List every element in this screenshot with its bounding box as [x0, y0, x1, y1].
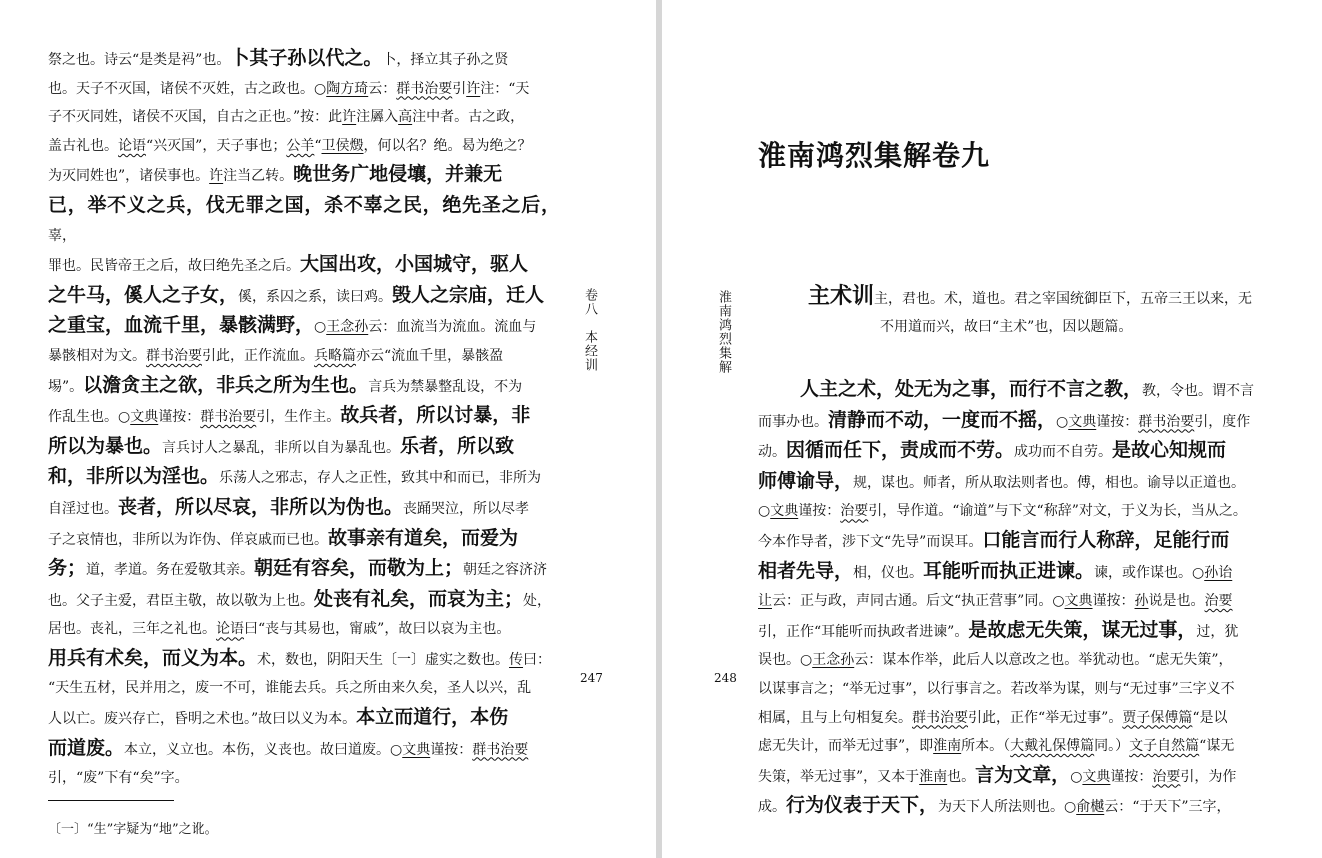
- commentary-text: 为灭同姓也”，诸侯事也。: [48, 168, 210, 185]
- commentary-text: 辜，: [48, 227, 76, 244]
- commentary-text: 说是也。: [1148, 593, 1205, 610]
- main-text: 而道废。: [48, 736, 125, 759]
- left-body-text: [48, 44, 560, 793]
- main-text: 师傅谕导，: [758, 469, 854, 492]
- text-line: [48, 311, 560, 342]
- commentary-text: 术，数也，阴阳天生〔一〕虚实之数也。: [257, 651, 510, 668]
- commentary-text: 失策，举无过事”，又本于: [758, 768, 920, 785]
- chapter-title: 淮南鸿烈集解卷九: [758, 139, 991, 172]
- commentary-text: 注当乙转。: [223, 168, 294, 185]
- right-body-text: [758, 375, 1270, 822]
- name-mark: 孙: [1134, 593, 1149, 610]
- name-mark: 让: [758, 593, 772, 610]
- main-text: 是故虑无失策，谋无过事，: [968, 618, 1197, 641]
- name-mark: 群书治要: [912, 709, 968, 726]
- text-line: [48, 342, 560, 371]
- commentary-text: 谨按：: [430, 741, 473, 758]
- name-mark: 文典: [770, 503, 799, 520]
- main-text: 之重宝，血流千里，暴骸满野，: [48, 314, 315, 337]
- name-mark: 文典: [402, 741, 431, 758]
- left-running-head: 卷八 本经训: [582, 288, 597, 372]
- text-line: [48, 554, 560, 585]
- main-text: 人主之术，处无为之事，而行不言之教，: [800, 378, 1143, 400]
- commentary-text: 引: [452, 80, 467, 97]
- right-running-head: 淮南鸿烈集解: [716, 290, 731, 374]
- name-mark: 治要: [840, 503, 869, 520]
- name-mark: 卫侯燬: [321, 137, 364, 154]
- text-line: [48, 734, 560, 765]
- name-mark: 许: [209, 168, 224, 185]
- commentary-text: ，何以名？绝。曷为绝之？: [363, 137, 532, 154]
- name-mark: 淮南: [933, 738, 962, 755]
- commentary-text: 也。: [947, 768, 976, 785]
- commentary-text: 注：“天: [480, 80, 530, 97]
- main-text: 朝廷有容矣，而敬为上；: [254, 557, 464, 580]
- text-line: [758, 375, 1270, 406]
- commentary-text: 引，“废”下有“矣”字。: [48, 770, 189, 787]
- main-text: 本立而道行，本伤: [356, 706, 509, 729]
- text-line: [758, 732, 1270, 761]
- commentary-text: 今本作导者，涉下文“先导”而误耳。: [758, 533, 983, 550]
- main-text: 是故心知规而: [1112, 439, 1227, 462]
- commentary-text: 谨按：: [798, 503, 841, 520]
- name-mark: 群书治要: [396, 80, 453, 97]
- commentary-text: “是以: [1192, 709, 1228, 726]
- main-text: 口能言而行人称辞，足能行而: [982, 528, 1230, 551]
- text-line: [48, 401, 560, 432]
- commentary-text: 以谋事言之；“举无过事”，以行事言之。若改举为谋，则与“无过事”三字义不: [758, 680, 1235, 697]
- text-line: [758, 587, 1270, 616]
- name-mark: 高: [398, 109, 413, 126]
- main-text: 以澹贪主之欲，非兵之所为生也。: [83, 373, 369, 396]
- main-text: 言为文章，: [975, 763, 1071, 786]
- commentary-text: 也。天子不灭国，诸侯不灭姓，古之政也。○: [48, 80, 327, 97]
- main-text: 务；: [48, 557, 87, 580]
- commentary-text: 成。: [758, 799, 786, 816]
- commentary-text: 为天下人所法则也。○: [938, 799, 1077, 816]
- name-mark: 俞樾: [1076, 799, 1105, 816]
- main-text: 相者先导，: [758, 559, 854, 582]
- text-line: [48, 585, 560, 616]
- section-note-2: 不用道而兴，故曰“主术”也，因以题篇。: [880, 319, 1133, 335]
- name-mark: 群书治要: [1138, 413, 1195, 430]
- commentary-text: 道，孝道。务在爱敬其亲。: [86, 562, 255, 579]
- text-line: [48, 674, 560, 703]
- commentary-text: 误也。○: [758, 652, 813, 669]
- name-mark: 淮南: [919, 768, 948, 785]
- main-text: 丧者，所以尽哀，非所以为伪也。: [118, 495, 404, 518]
- commentary-text: 也。父子主爱，君臣主敬，故以敬为上也。: [48, 592, 314, 609]
- left-page: [0, 0, 656, 858]
- main-text: 和，非所以为淫也。: [48, 465, 220, 488]
- commentary-text: 教，令也。谓不言: [1142, 383, 1255, 399]
- name-mark: 许: [466, 80, 481, 97]
- main-text: 大国出攻，小国城守，驱人: [300, 253, 529, 276]
- main-text: 清静而不动，一度而不摇，: [828, 408, 1057, 431]
- text-line: [758, 761, 1270, 792]
- text-line: [48, 250, 560, 281]
- text-line: [48, 103, 560, 132]
- name-mark: 论语: [118, 137, 146, 154]
- commentary-text: 盖古礼也。: [48, 137, 118, 154]
- text-line: [48, 132, 560, 161]
- commentary-text: 动。: [758, 444, 786, 461]
- text-line: [48, 462, 560, 493]
- main-text: 耳能听而执正进谏。: [923, 559, 1095, 582]
- name-mark: 王念孙: [812, 652, 855, 669]
- commentary-text: “: [314, 137, 322, 154]
- right-page: [662, 0, 1322, 858]
- commentary-text: 子之哀情也，非所以为诈伪、佯哀戚而已也。: [48, 531, 328, 548]
- commentary-text: 丧踊哭泣，所以尽孝: [403, 500, 530, 517]
- commentary-text: 过，犹: [1196, 623, 1239, 640]
- commentary-text: 成功而不自劳。: [1014, 444, 1113, 461]
- main-text: 之牛马，傒人之子女，: [48, 283, 239, 306]
- commentary-text: “兴灭国”，天子事也；: [146, 137, 287, 154]
- commentary-text: 居也。丧礼，三年之礼也。: [48, 621, 216, 638]
- text-line: [758, 675, 1270, 704]
- commentary-text: “天生五材，民并用之，废一不可，谁能去兵。兵之所由来久矣，圣人以兴，乱: [48, 680, 532, 697]
- text-line: [758, 467, 1270, 498]
- commentary-text: 亦云“流血千里，暴骸盈: [356, 347, 504, 364]
- section-title: 主术训: [808, 283, 875, 309]
- text-line: [48, 493, 560, 524]
- commentary-text: 引此，正作“举无过事”。: [968, 709, 1123, 726]
- commentary-text: 人以亡。废兴存亡，昏明之术也。”故曰以义为本。: [48, 711, 357, 728]
- text-line: [758, 497, 1270, 526]
- commentary-text: 而事办也。: [758, 413, 828, 430]
- commentary-text: 引，为作: [1180, 768, 1237, 785]
- main-text: 晚世务广地侵壤，并兼无: [293, 163, 503, 186]
- commentary-text: ○: [1056, 413, 1069, 430]
- commentary-text: 相，仪也。: [853, 564, 924, 581]
- section-heading: [808, 282, 1270, 341]
- commentary-text: 所本。（: [961, 738, 1011, 755]
- name-mark: 论语: [216, 621, 244, 638]
- commentary-text: 云：谋本作举，此后人以意改之也。举犹动也。“虑无失策”，: [854, 652, 1233, 669]
- text-line: [48, 191, 560, 250]
- text-line: [48, 281, 560, 312]
- text-line: [48, 615, 560, 644]
- commentary-text: 谨按：: [1096, 413, 1139, 430]
- name-mark: 群书治要: [472, 741, 529, 758]
- text-line: [758, 791, 1270, 822]
- text-line: [758, 557, 1270, 588]
- commentary-text: 云：“于天下”三字，: [1104, 799, 1231, 816]
- text-line: [758, 616, 1270, 647]
- commentary-text: 谨按：: [158, 409, 201, 426]
- commentary-text: “谋无: [1199, 738, 1235, 755]
- commentary-text: 言兵讨人之暴乱，非所以自为暴乱也。: [162, 439, 401, 456]
- name-mark: 治要: [1204, 593, 1233, 610]
- name-mark: 文典: [130, 409, 159, 426]
- section-note-1: 主，君也。术，道也。君之宰国统御臣下，五帝三王以来，无: [874, 291, 1253, 307]
- commentary-text: 卜，择立其子孙之贤: [382, 52, 509, 68]
- name-mark: 孙诒: [1204, 564, 1233, 581]
- main-text: 故兵者，所以讨暴，非: [340, 404, 531, 427]
- footnote-rule: [48, 800, 174, 801]
- text-line: [758, 406, 1270, 437]
- commentary-text: 引，生作主。: [256, 409, 341, 426]
- name-mark: 公羊: [286, 137, 315, 154]
- text-line: [48, 44, 560, 75]
- commentary-text: 云：正与政，声同古通。后文“执正营事”同。○: [772, 593, 1065, 610]
- commentary-text: 谏，或作谋也。○: [1094, 564, 1205, 581]
- main-text: 处丧有礼矣，而哀为主；: [314, 587, 524, 610]
- commentary-text: 曰“丧与其易也，甯戚”，故曰以哀为主也。: [244, 621, 511, 638]
- main-text: 故事亲有道矣，而爱为: [328, 526, 519, 549]
- commentary-text: ○: [1070, 768, 1083, 785]
- text-line: [48, 160, 560, 191]
- commentary-text: 朝廷之容济济: [463, 562, 548, 579]
- main-text: 已，举不义之兵，伐无罪之国，杀不辜之民，绝先圣之后，: [48, 193, 560, 216]
- commentary-text: 乐荡人之邪志，存人之正性，致其中和而已，非所为: [219, 470, 542, 487]
- commentary-text: 罪也。民皆帝王之后，故曰绝先圣之后。: [48, 258, 300, 275]
- commentary-text: 谨按：: [1092, 593, 1135, 610]
- commentary-text: 傒，系囚之系，读曰鸡。: [238, 288, 393, 305]
- main-text: 行为仪表于天下，: [786, 794, 939, 817]
- footnote: 〔一〕“生”字疑为“地”之讹。: [48, 822, 218, 837]
- main-text: 毁人之宗庙，迁人: [392, 283, 545, 306]
- name-mark: 治要: [1152, 768, 1181, 785]
- main-text: 卜其子孙以代之。: [230, 47, 383, 69]
- commentary-text: 作乱生也。○: [48, 409, 131, 426]
- commentary-text: 谨按：: [1110, 768, 1153, 785]
- main-text: 乐者，所以致: [400, 434, 515, 457]
- commentary-text: 自淫过也。: [48, 500, 118, 517]
- name-mark: 大戴礼保傅篇: [1010, 738, 1095, 755]
- name-mark: 陶方琦: [326, 80, 369, 97]
- commentary-text: ○: [314, 319, 327, 336]
- text-line: [48, 75, 560, 104]
- commentary-text: 云：血流当为流血。流血与: [368, 319, 537, 336]
- commentary-text: 云：: [368, 80, 397, 97]
- name-mark: 兵略篇: [314, 347, 356, 364]
- left-page-number: 247: [580, 671, 603, 685]
- commentary-text: 言兵为禁暴整乱设，不为: [368, 378, 523, 395]
- text-line: [48, 644, 560, 675]
- commentary-text: 子不灭同姓，诸侯不灭国，自古之正也。”按：此: [48, 109, 343, 126]
- text-line: [48, 524, 560, 555]
- name-mark: 群书治要: [200, 409, 257, 426]
- text-line: [758, 436, 1270, 467]
- text-line: [48, 432, 560, 463]
- commentary-text: 相属，且与上句相复矣。: [758, 709, 912, 726]
- name-mark: 许: [342, 109, 357, 126]
- name-mark: 文子自然篇: [1129, 738, 1200, 755]
- text-line: [48, 371, 560, 402]
- main-text: 用兵有术矣，而义为本。: [48, 646, 258, 669]
- commentary-text: 引，正作“耳能听而执政者进谏”。: [758, 623, 969, 640]
- commentary-text: 暴骸相对为文。: [48, 347, 146, 364]
- right-page-number: 248: [714, 671, 737, 685]
- commentary-text: 引，度作: [1194, 413, 1251, 430]
- commentary-text: 引此，正作流血。: [202, 347, 314, 364]
- commentary-text: 注中者。古之政，: [412, 109, 525, 126]
- text-line: [48, 764, 560, 793]
- name-mark: 王念孙: [326, 319, 369, 336]
- commentary-text: 引，导作道。“谕道”与下文“称辞”对文，于义为长，当从之。: [868, 503, 1247, 520]
- commentary-text: 虑无失计，而举无过事”，即: [758, 738, 934, 755]
- commentary-text: 注羼入: [356, 109, 399, 126]
- commentary-text: 规，谋也。师者，所从取法则者也。傅，相也。谕导以正道也。: [853, 474, 1246, 491]
- text-line: [758, 646, 1270, 675]
- main-text: 所以为暴也。: [48, 434, 163, 457]
- name-mark: 群书治要: [146, 347, 202, 364]
- commentary-text: 处，: [523, 592, 552, 609]
- commentary-text: 本立，义立也。本伤，义丧也。故曰道废。○: [124, 741, 403, 758]
- commentary-text: 祭之也。诗云“是类是祃”也。: [48, 52, 231, 68]
- name-mark: 文典: [1064, 593, 1093, 610]
- commentary-text: 同。）: [1094, 738, 1130, 755]
- name-mark: 文典: [1082, 768, 1111, 785]
- text-line: [758, 526, 1270, 557]
- name-mark: 传: [509, 651, 524, 668]
- main-text: 因循而任下，责成而不劳。: [786, 439, 1015, 462]
- commentary-text: ○: [758, 503, 771, 520]
- name-mark: 文典: [1068, 413, 1097, 430]
- text-line: [758, 704, 1270, 733]
- commentary-text: 曰：: [523, 651, 552, 668]
- name-mark: 贾子保傅篇: [1122, 709, 1193, 726]
- text-line: [48, 703, 560, 734]
- commentary-text: 埸”。: [48, 378, 84, 395]
